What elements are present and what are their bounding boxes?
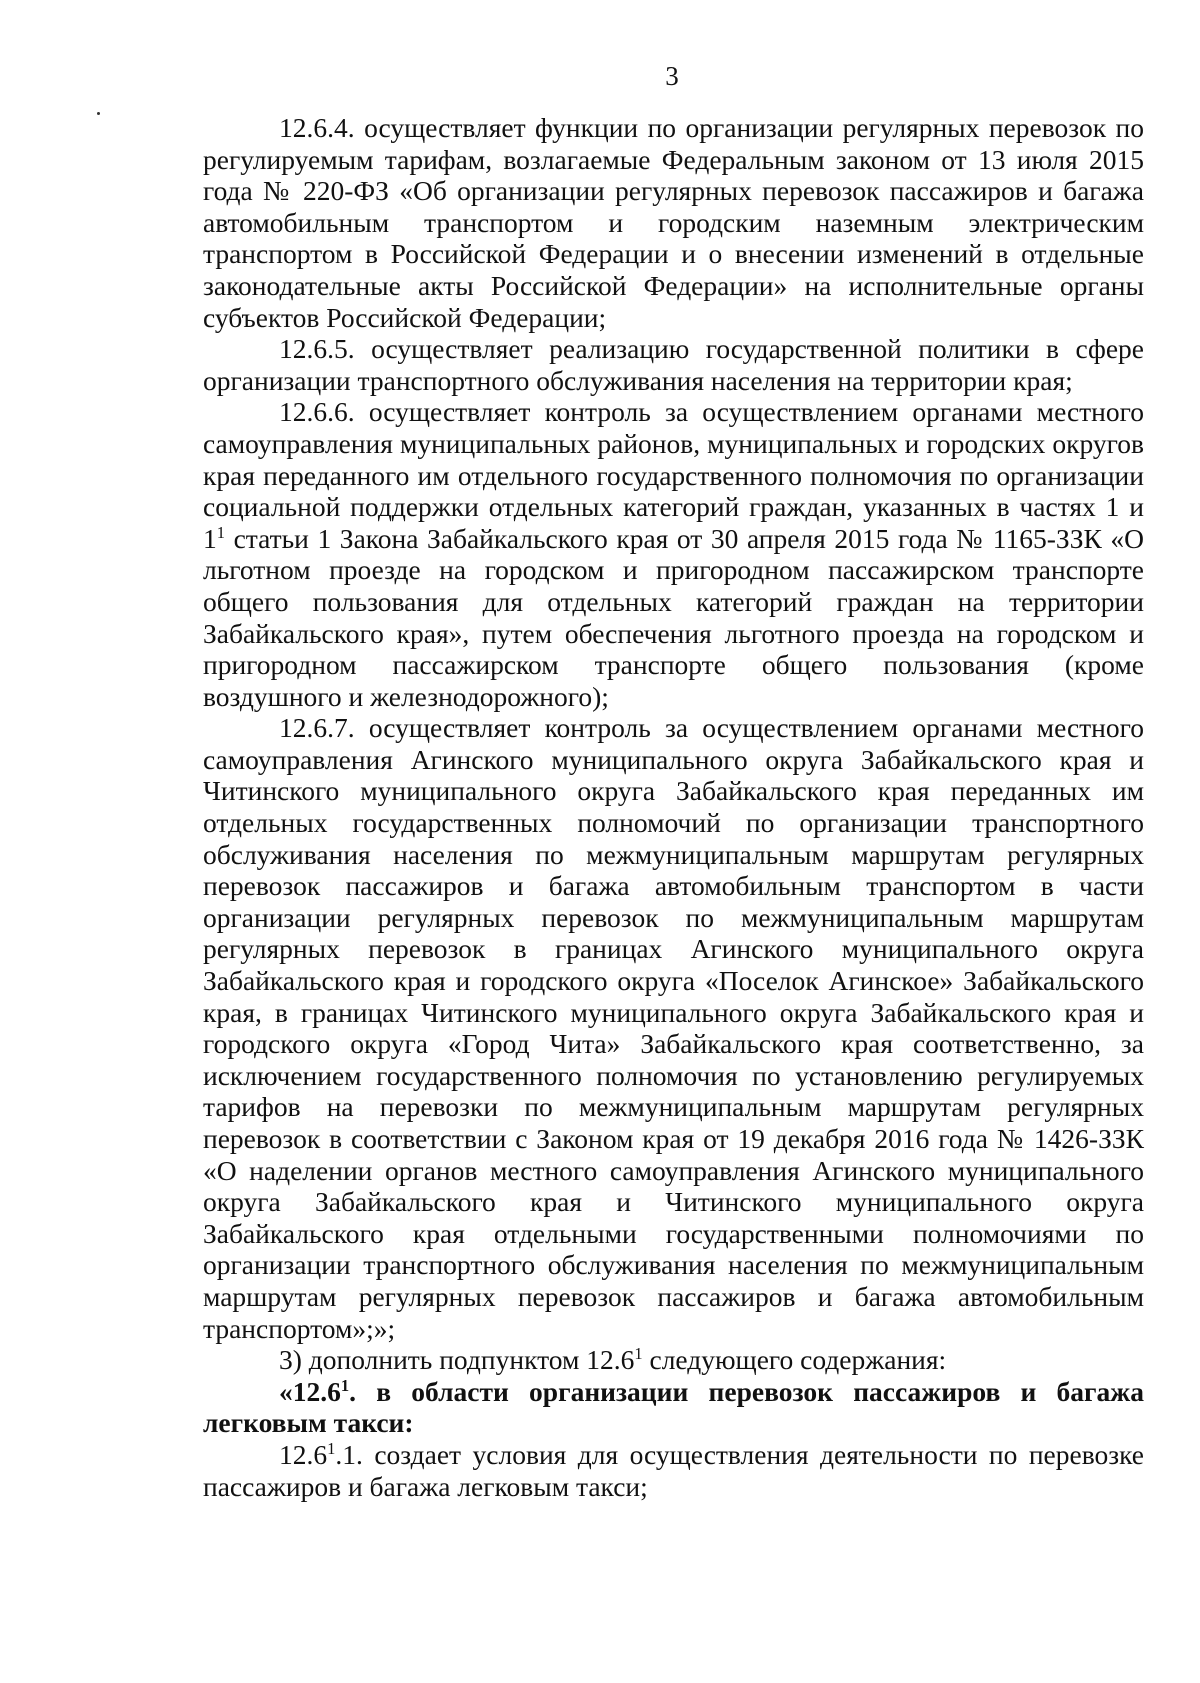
superscript: 1: [216, 522, 225, 542]
document-body: [203, 112, 1144, 1502]
amendment-item-3-text-start: 3) дополнить подпунктом 12.6: [279, 1344, 635, 1376]
superscript: 1: [340, 1375, 350, 1395]
superscript: 1: [634, 1344, 643, 1363]
section-heading-12-6-1: [203, 1376, 1144, 1439]
paragraph-12-6-6: [203, 396, 1144, 712]
paragraph-12-6-7: 12.6.7. осуществляет контроль за осуществлением органами местного самоуправления Агинского муниципального округа Забайкальского края и Читинского муниципального округа Забайкальского края переданных им отдельных государственных полномочий по организации транспортного обслуживания населения по межмуниципальным маршрутам регулярных перевозок пассажиров и багажа автомобильным транспортом в части организации регулярных перевозок по межмуниципальным маршрутам регулярных перевозок в границах Агинского муниципального округа Забайкальского края и городского округа «Поселок Агинское» Забайкальского края, в границах Читинского муниципального округа Забайкальского края и городского округа «Город Чита» Забайкальского края соответственно, за исключением государственного полномочия по установлению регулируемых тарифов на перевозки по межмуниципальным маршрутам регулярных перевозок в соответствии с Законом края от 19 декабря 2016 года № 1426-ЗЗК «О наделении органов местного самоуправления Агинского муниципального округа Забайкальского края и Читинского муниципального округа Забайкальского края отдельными государственными полномочиями по организации транспортного обслуживания населения по межмуниципальным маршрутам регулярных перевозок пассажиров и багажа автомобильным транспортом»;»;: [203, 712, 1144, 1344]
amendment-item-3-text-end: следующего содержания:: [642, 1344, 947, 1376]
scan-speck: [97, 112, 100, 115]
paragraph-12-6-4: 12.6.4. осуществляет функции по организации регулярных перевозок по регулируемым тарифам, возлагаемые Федеральным законом от 13 июля 2015 года № 220-ФЗ «Об организации регулярных перевозок пассажиров и багажа автомобильным транспортом и городским наземным электрическим транспортом в Российской Федерации и о внесении изменений в отдельные законодательные акты Российской Федерации» на исполнительные органы субъектов Российской Федерации;: [203, 112, 1144, 333]
paragraph-12-6-1-1-text-end: .1. создает условия для осуществления деятельности по перевозке пассажиров и багажа легковым такси;: [203, 1438, 1144, 1502]
section-heading-text-start: «12.6: [279, 1375, 341, 1407]
paragraph-12-6-1-1-text-start: 12.6: [279, 1438, 328, 1470]
page-number: 3: [665, 61, 679, 91]
paragraph-12-6-5: 12.6.5. осуществляет реализацию государственной политики в сфере организации транспортного обслуживания населения на территории края;: [203, 333, 1144, 396]
paragraph-12-6-1-1: [203, 1439, 1144, 1502]
paragraph-12-6-6-text-end: статьи 1 Закона Забайкальского края от 30 апреля 2015 года № 1165-ЗЗК «О льготном проезде на городском и пригородном пассажирском транспорте общего пользования для отдельных категорий граждан на территории Забайкальского края», путем обеспечения льготного проезда на городском и пригородном пассажирском транспорте общего пользования (кроме воздушного и железнодорожного);: [203, 522, 1144, 712]
superscript: 1: [327, 1438, 336, 1458]
paragraph-12-6-6-text-start: 12.6.6. осуществляет контроль за осуществлением органами местного самоуправления муниципальных районов, муниципальных и городских округов края переданного им отдельного государственного полномочия по организации социальной поддержки отдельных категорий граждан, указанных в частях 1 и 1: [203, 396, 1144, 554]
amendment-item-3: [203, 1344, 1144, 1376]
section-heading-text-end: . в области организации перевозок пассажиров и багажа легковым такси:: [203, 1375, 1144, 1439]
